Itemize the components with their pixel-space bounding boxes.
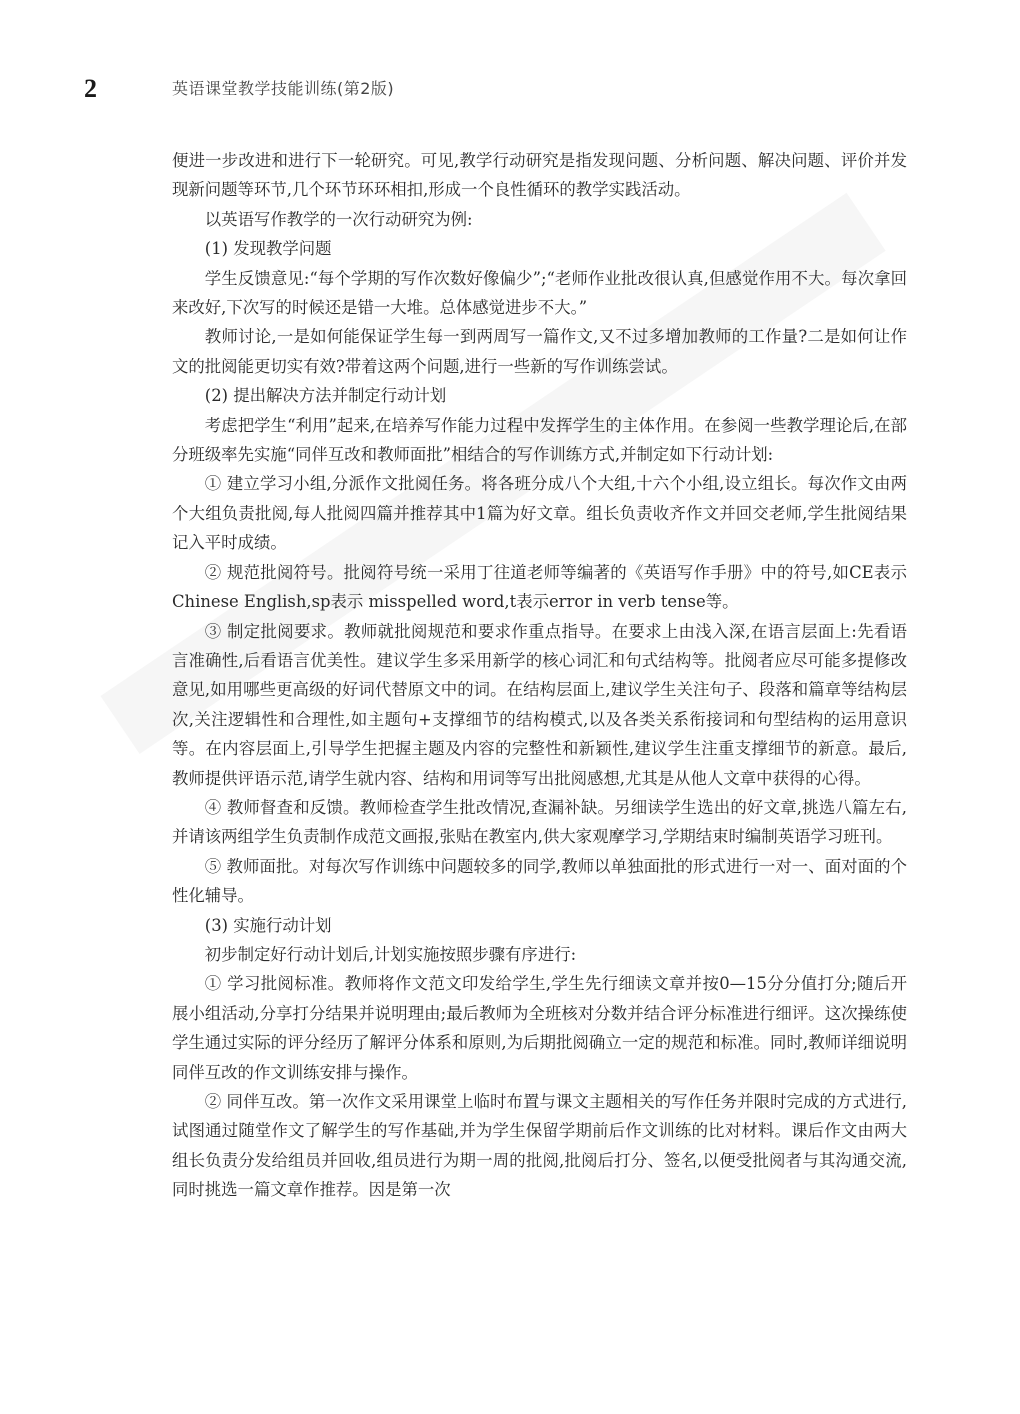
list-item: ① 学习批阅标准。教师将作文范文印发给学生,学生先行细读文章并按0—15分分值打分;随后开展小组活动,分享打分结果并说明理由;最后教师为全班核对分数并结合评分标准进行细评。这次操练使学生通过实际的评分经历了解评分体系和原则,为后期批阅确立一定的规范和标准。同时,教师详细说明同伴互改的作文训练安排与操作。 <box>172 974 907 1082</box>
page-number: 2 <box>84 74 97 103</box>
list-item: ③ 制定批阅要求。教师就批阅规范和要求作重点指导。在要求上由浅入深,在语言层面上:先看语言准确性,后看语言优美性。建议学生多采用新学的核心词汇和句式结构等。批阅者应尽可能多提修改意见,如用哪些更高级的好词代替原文中的词。在结构层面上,建议学生关注句子、段落和篇章等结构层次,关注逻辑性和合理性,如主题句+支撑细节的结构模式,以及各类关系衔接词和句型结构的运用意识等。在内容层面上,引导学生把握主题及内容的完整性和新颖性,建议学生注重支撑细节的新意。最后,教师提供评语示范,请学生就内容、结构和用词等写出批阅感想,尤其是从他人文章中获得的心得。 <box>172 621 907 788</box>
section-heading: (3) 实施行动计划 <box>204 915 332 935</box>
list-item: ② 规范批阅符号。批阅符号统一采用丁往道老师等编著的《英语写作手册》中的符号,如CE表示Chinese English,sp表示 misspelled word,t表示error in verb tense等。 <box>172 562 907 612</box>
list-item: ④ 教师督查和反馈。教师检查学生批改情况,查漏补缺。另细读学生选出的好文章,挑选八篇左右,并请该两组学生负责制作成范文画报,张贴在教室内,供大家观摩学习,学期结束时编制英语学习班刊。 <box>172 797 907 847</box>
paragraph: 便进一步改进和进行下一轮研究。可见,教学行动研究是指发现问题、分析问题、解决问题、评价并发现新问题等环节,几个环节环环相扣,形成一个良性循环的教学实践活动。 <box>172 151 907 200</box>
paragraph: 初步制定好行动计划后,计划实施按照步骤有序进行: <box>204 944 577 964</box>
paragraph: 教师讨论,一是如何能保证学生每一到两周写一篇作文,又不过多增加教师的工作量?二是如何让作文的批阅能更切实有效?带着这两个问题,进行一些新的写作训练尝试。 <box>172 327 907 376</box>
list-item: ② 同伴互改。第一次作文采用课堂上临时布置与课文主题相关的写作任务并限时完成的方式进行,试图通过随堂作文了解学生的写作基础,并为学生保留学期前后作文训练的比对材料。课后作文由两大组长负责分发给组员并回收,组员进行为期一周的批阅,批阅后打分、签名,以便受批阅者与其沟通交流,同时挑选一篇文章作推荐。因是第一次 <box>172 1092 907 1200</box>
page-body <box>172 146 907 1205</box>
paragraph: 考虑把学生“利用”起来,在培养写作能力过程中发挥学生的主体作用。在参阅一些教学理论后,在部分班级率先实施“同伴互改和教师面批”相结合的写作训练方式,并制定如下行动计划: <box>172 415 907 465</box>
list-item: ⑤ 教师面批。对每次写作训练中问题较多的同学,教师以单独面批的形式进行一对一、面对面的个性化辅导。 <box>172 856 907 906</box>
section-heading: (1) 发现教学问题 <box>204 239 332 259</box>
paragraph: 以英语写作教学的一次行动研究为例: <box>204 209 473 229</box>
book-title: 英语课堂教学技能训练(第2版) <box>172 79 395 98</box>
section-heading: (2) 提出解决方法并制定行动计划 <box>204 386 447 406</box>
paragraph: 学生反馈意见:“每个学期的写作次数好像偏少”;“老师作业批改很认真,但感觉作用不大。每次拿回来改好,下次写的时候还是错一大堆。总体感觉进步不大。” <box>172 268 907 318</box>
list-item: ① 建立学习小组,分派作文批阅任务。将各班分成八个大组,十六个小组,设立组长。每次作文由两个大组负责批阅,每人批阅四篇并推荐其中1篇为好文章。组长负责收齐作文并回交老师,学生批阅结果记入平时成绩。 <box>172 474 907 553</box>
page-header <box>0 70 1020 110</box>
